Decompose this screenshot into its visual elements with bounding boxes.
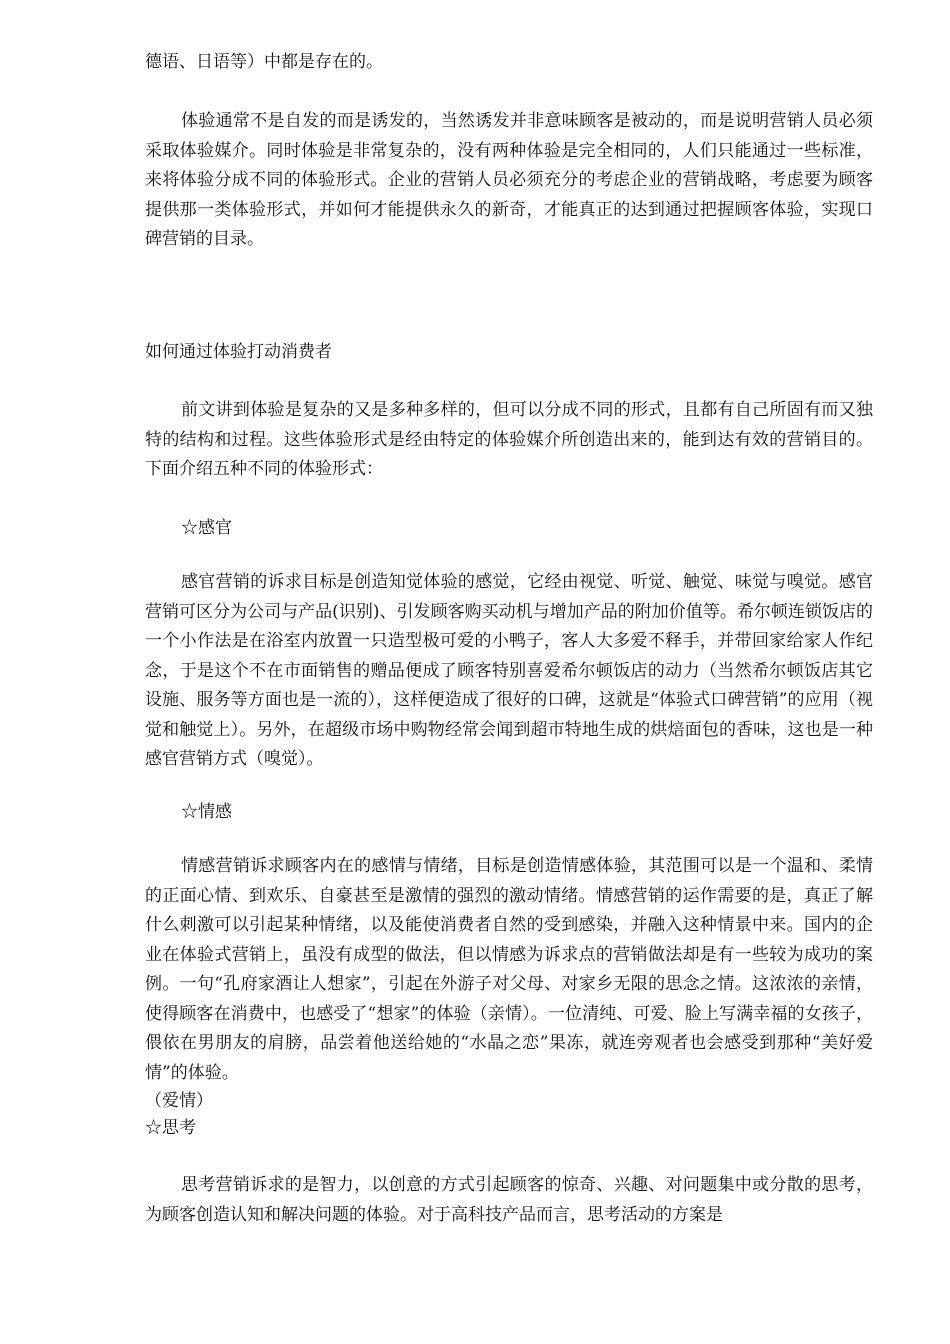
paragraph-five-forms-intro: 前文讲到体验是复杂的又是多种多样的，但可以分成不同的形式，且都有自己所固有而又独特的结构和过程。这些体验形式是经由特定的体验媒介所创造出来的，能到达有效的营销目的。下面介绍五种不同的体验形式： [145, 400, 873, 479]
subheading-feel: ☆情感 [181, 802, 232, 822]
paragraph-experience-media: 体验通常不是自发的而是诱发的，当然诱发并非意味顾客是被动的，而是说明营销人员必须采取体验媒介。同时体验是非常复杂的，没有两种体验是完全相同的，人们只能通过一些标准，来将体验分成不同的体验形式。企业的营销人员必须充分的考虑企业的营销战略，考虑要为顾客提供那一类体验形式，并如何才能提供永久的新奇，才能真正的达到通过把握顾客体验，实现口碑营销的目录。 [145, 111, 873, 249]
paragraph-continuation: 德语、日语等）中都是存在的。 [145, 52, 383, 72]
paragraph-think-marketing: 思考营销诉求的是智力，以创意的方式引起顾客的惊奇、兴趣、对问题集中或分散的思考，为顾客创造认知和解决问题的体验。对于高科技产品而言，思考活动的方案是 [145, 1175, 873, 1225]
paragraph-feel-marketing: 情感营销诉求顾客内在的感情与情绪，目标是创造情感体验，其范围可以是一个温和、柔情的正面心情、到欢乐、自豪甚至是激情的强烈的激动情绪。情感营销的运作需要的是，真正了解什么刺激可以引起某种情绪，以及能使消费者自然的受到感染，并融入这种情景中来。国内的企业在体验式营销上，虽没有成型的做法，但以情感为诉求点的营销做法却是有一些较为成功的案例。一句“孔府家酒让人想家”，引起在外游子对父母、对家乡无限的思念之情。这浓浓的亲情，使得顾客在消费中，也感受了“想家”的体验（亲情）。一位清纯、可爱、脸上写满幸福的女孩子，偎依在男朋友的肩膀，品尝着他送给她的“水晶之恋”果冻，就连旁观者也会感受到那种“美好爱情”的体验。 [145, 856, 873, 1083]
paragraph-sense-marketing: 感官营销的诉求目标是创造知觉体验的感觉，它经由视觉、听觉、触觉、味觉与嗅觉。感官营销可区分为公司与产品(识别)、引发顾客购买动机与增加产品的附加价值等。希尔顿连锁饭店的一个小作法是在浴室内放置一只造型极可爱的小鸭子，客人大多爱不释手，并带回家给家人作纪念，于是这个不在市面销售的赠品便成了顾客特别喜爱希尔顿饭店的动力（当然希尔顿饭店其它设施、服务等方面也是一流的），这样便造成了很好的口碑，这就是“体验式口碑营销”的应用（视觉和触觉上）。另外，在超级市场中购物经常会闻到超市特地生成的烘焙面包的香味，这也是一种感官营销方式（嗅觉）。 [145, 572, 873, 769]
section-title: 如何通过体验打动消费者 [145, 342, 332, 362]
paragraph-feel-tail: （爱情） [145, 1091, 213, 1111]
subheading-think: ☆思考 [145, 1118, 196, 1138]
subheading-sense: ☆感官 [181, 518, 232, 538]
